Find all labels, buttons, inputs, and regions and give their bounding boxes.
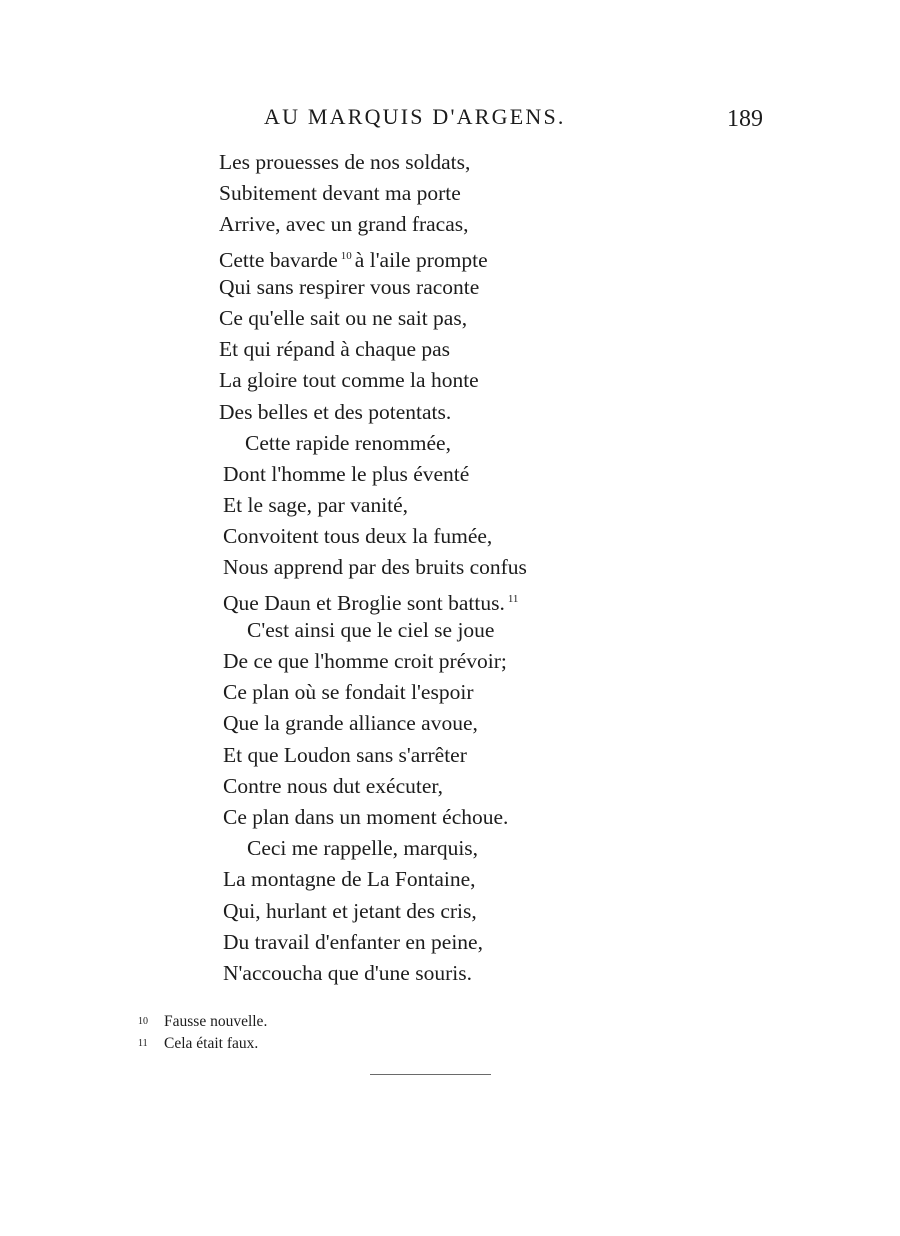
verse-line: [219, 147, 639, 178]
verse-text: Que la grande alliance avoue,: [223, 711, 478, 736]
verse-line: [219, 490, 639, 521]
verse-line: [219, 241, 639, 272]
verse-text: Et le sage, par vanité,: [223, 493, 409, 518]
verse-text: Ceci me rappelle, marquis,: [247, 836, 479, 861]
verse-line: [219, 958, 639, 989]
verse-line: [219, 896, 639, 927]
verse-text: Du travail d'enfanter en peine,: [223, 929, 483, 954]
verse-text: Des belles et des potentats.: [219, 399, 452, 424]
verse-line: [219, 740, 639, 771]
verse-text: Ce qu'elle sait ou ne sait pas,: [219, 305, 468, 330]
verse-text: Et que Loudon sans s'arrêter: [223, 742, 467, 767]
verse-text: Ce plan où se fondait l'espoir: [223, 680, 474, 705]
verse-line: [219, 428, 639, 459]
verse-line: [219, 178, 639, 209]
footnote-reference: 10: [340, 249, 352, 262]
verse-text: Subitement devant ma porte: [219, 181, 461, 206]
verse-line: [219, 771, 639, 802]
footnote: [138, 1011, 267, 1033]
verse-text: N'accoucha que d'une souris.: [223, 960, 472, 985]
verse-line: [219, 272, 639, 303]
poem: [219, 147, 639, 989]
footnote-reference: 11: [507, 592, 519, 605]
footnote-text: Cela était faux.: [164, 1035, 259, 1052]
verse-text: Qui sans respirer vous raconte: [219, 274, 480, 299]
footnotes: [138, 1011, 267, 1055]
verse-line: [219, 864, 639, 895]
verse-text: Convoitent tous deux la fumée,: [223, 524, 493, 549]
footnote-text: Fausse nouvelle.: [164, 1013, 268, 1030]
verse-line: [219, 677, 639, 708]
page-number: 189: [727, 106, 763, 132]
verse-text: C'est ainsi que le ciel se joue: [247, 617, 495, 642]
verse-line: [219, 584, 639, 615]
verse-line: [219, 209, 639, 240]
footnote-number: 11: [138, 1038, 148, 1049]
verse-line: [219, 833, 639, 864]
verse-line: [219, 334, 639, 365]
verse-text: à l'aile prompte: [354, 247, 488, 272]
footnote: [138, 1033, 267, 1055]
verse-text: De ce que l'homme croit prévoir;: [223, 649, 507, 673]
verse-text: Ce plan dans un moment échoue.: [223, 804, 509, 829]
verse-text: Arrive, avec un grand fracas,: [219, 212, 469, 237]
verse-text: La gloire tout comme la honte: [219, 368, 479, 393]
verse-text: Cette rapide renommée,: [245, 430, 451, 455]
verse-text: Cette bavarde: [219, 247, 338, 272]
verse-text: Que Daun et Broglie sont battus.: [223, 590, 505, 615]
verse-line: [219, 927, 639, 958]
verse-line: [219, 459, 639, 490]
verse-text: Et qui répand à chaque pas: [219, 337, 451, 362]
verse-line: [219, 521, 639, 552]
verse-text: La montagne de La Fontaine,: [223, 867, 476, 892]
footnote-number: 10: [138, 1016, 148, 1027]
verse-text: Contre nous dut exécuter,: [223, 773, 444, 798]
end-rule: [370, 1074, 491, 1075]
running-title: AU MARQUIS D'ARGENS.: [264, 104, 566, 129]
verse-line: [219, 552, 639, 583]
verse-line: [219, 397, 639, 428]
verse-line: [219, 708, 639, 739]
verse-text: Les prouesses de nos soldats,: [219, 150, 471, 174]
verse-text: Nous apprend par des bruits confus: [223, 555, 527, 580]
verse-line: [219, 303, 639, 334]
verse-line: [219, 646, 639, 677]
verse-line: [219, 615, 639, 646]
verse-line: [219, 802, 639, 833]
verse-line: [219, 365, 639, 396]
verse-text: Dont l'homme le plus éventé: [223, 461, 470, 486]
verse-text: Qui, hurlant et jetant des cris,: [223, 898, 477, 923]
